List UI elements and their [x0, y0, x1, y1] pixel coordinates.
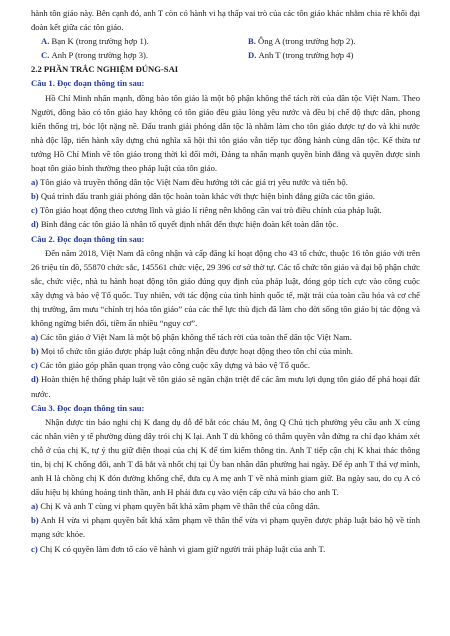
question-3-statement-b: b) Anh H vừa vi phạm quyền bất khả xâm phạm về thân thể vừa vi phạm quyền được pháp luật bảo hộ về tính mạng sức khỏe. — [31, 515, 420, 540]
option-c[interactable]: C. Anh P (trong trường hợp 3). — [41, 50, 149, 61]
question-1-statement-a: a) Tôn giáo và truyền thống dân tộc Việt Nam đều hướng tới các giá trị yêu nước và tiến bộ. — [31, 177, 348, 188]
option-b[interactable]: B. Ông A (trong trường hợp 2). — [248, 36, 356, 47]
intro-paragraph: hành tôn giáo này. Bên cạnh đó, anh T còn có hành vi hạ thấp vai trò của các tôn giáo khác nhằm chia rẽ khối đại đoàn kết giữa các tôn giáo. — [31, 8, 420, 33]
question-3-statement-c: c) Chị K có quyền làm đơn tố cáo về hành vi giam giữ người trái pháp luật của anh T. — [31, 543, 326, 554]
question-3-title: Câu 3. Đọc đoạn thông tin sau: — [31, 402, 145, 413]
question-2-statement-d: d) Hoàn thiện hệ thống pháp luật về tôn giáo sẽ ngăn chặn triệt để các âm mưu lợi dụng tôn giáo để phá hoại đất nước. — [31, 374, 420, 399]
section-title: 2.2 PHẦN TRẮC NGHIỆM ĐÚNG-SAI — [31, 64, 179, 75]
question-2-title: Câu 2. Đọc đoạn thông tin sau: — [31, 233, 145, 244]
answer-options — [31, 34, 420, 62]
question-1-title: Câu 1. Đọc đoạn thông tin sau: — [31, 78, 145, 89]
question-2-statement-b: b) Mọi tổ chức tôn giáo được pháp luật công nhận đều được hoạt động theo tôn chỉ của mình. — [31, 346, 353, 357]
question-3-passage: Nhận được tin báo nghi chị K đang dụ dỗ để bắt cóc cháu M, ông Q Chủ tịch phường yêu cầu anh X cùng các nhân viên y tế phường dùng dây trói chị K lại. Anh T dù không có thẩm quyền vẫn đứng ra chỉ đạo khám xét chỗ ở của chị K, tự ý thu giữ điện thoại của chị K để tìm kiếm thông tin. Anh T tiếp cận chị K khai thác thông tin, bị chị K chống đối, anh T đã bắt và nhốt chị tại Ủy ban nhân dân phường hai ngày. Để ép anh T thả vợ mình, anh H là chồng chị K đón đường khống chế, đưa cụ A mẹ anh T về nhà mình giam giữ. Ba ngày sau, do cụ A có dấu hiệu bị khủng hoảng tinh thần, anh H phải đưa cụ vào viện cấp cứu và báo cho anh T. — [31, 416, 420, 498]
question-1-statement-b: b) Quá trình đấu tranh giải phóng dân tộc hoàn toàn khác với thực hiện bình đẳng giữa các tôn giáo. — [31, 191, 375, 202]
option-d[interactable]: D. Anh T (trong trường hợp 4) — [248, 50, 354, 61]
question-1-passage: Hồ Chí Minh nhấn mạnh, đồng bào tôn giáo là một bộ phận không thể tách rời của dân tộc Việt Nam. Theo Người, đồng bào có tôn giáo hay không có tôn giáo đều giàu lòng yêu nước và đều bị chế độ thực dân, phong kiến thống trị, bóc lột nặng nề. Đấu tranh giải phóng dân tộc là nhằm làm cho tôn giáo được tự do và khi nước nhà độc lập, tiến hành xây dựng chủ nghĩa xã hội thì tôn giáo vẫn tiếp tục đồng hành cùng dân tộc. Kế thừa tư tưởng Hồ Chí Minh về tôn giáo trong thời kì đổi mới, Đảng ta nhấn mạnh quyền bình đẳng và quyền được sinh hoạt tôn giáo bình thường theo pháp luật của tôn giáo. — [31, 92, 420, 174]
question-2-passage: Đến năm 2018, Việt Nam đã công nhận và cấp đăng kí hoạt động cho 43 tổ chức, thuộc 16 tôn giáo với trên 26 triệu tín đồ, 55870 chức sắc, 145561 chức việc, 29 396 cơ sở thờ tự. Các tổ chức tôn giáo và đại bộ phận chức sắc, chức việc, nhà tu hành hoạt động tôn giáo đúng quy định của pháp luật, đóng góp tích cực vào công cuộc xây dựng và bảo vệ Tổ quốc. Tuy nhiên, với tác động của tình hình quốc tế, mặt trái của toàn cầu hóa và cơ chế thị trường, âm mưu “chính trị hóa tôn giáo” của các thế lực thù địch đã làm cho đời sống tôn giáo bị tác động và không ngừng biến đổi, tiềm ẩn nhiều “nguy cơ”. — [31, 247, 420, 329]
question-2-statement-c: c) Các tôn giáo góp phần quan trọng vào công cuộc xây dựng và bảo vệ Tổ quốc. — [31, 360, 310, 371]
option-a[interactable]: A. Bạn K (trong trường hợp 1). — [41, 36, 149, 47]
question-1-statement-d: d) Bình đẳng các tôn giáo là nhân tố quyết định nhất đến thực hiện đoàn kết toàn dân tộc. — [31, 219, 339, 230]
question-1-statement-c: c) Tôn giáo hoạt động theo cương lĩnh và giáo lí riêng nên không cần vai trò điều chỉnh của pháp luật. — [31, 205, 382, 216]
question-3-statement-a: a) Chị K và anh T cùng vi phạm quyền bất khả xâm phạm về thân thể của công dân. — [31, 501, 320, 512]
question-2-statement-a: a) Các tôn giáo ở Việt Nam là một bộ phận không thể tách rời của toàn thể dân tộc Việt Nam. — [31, 332, 352, 343]
